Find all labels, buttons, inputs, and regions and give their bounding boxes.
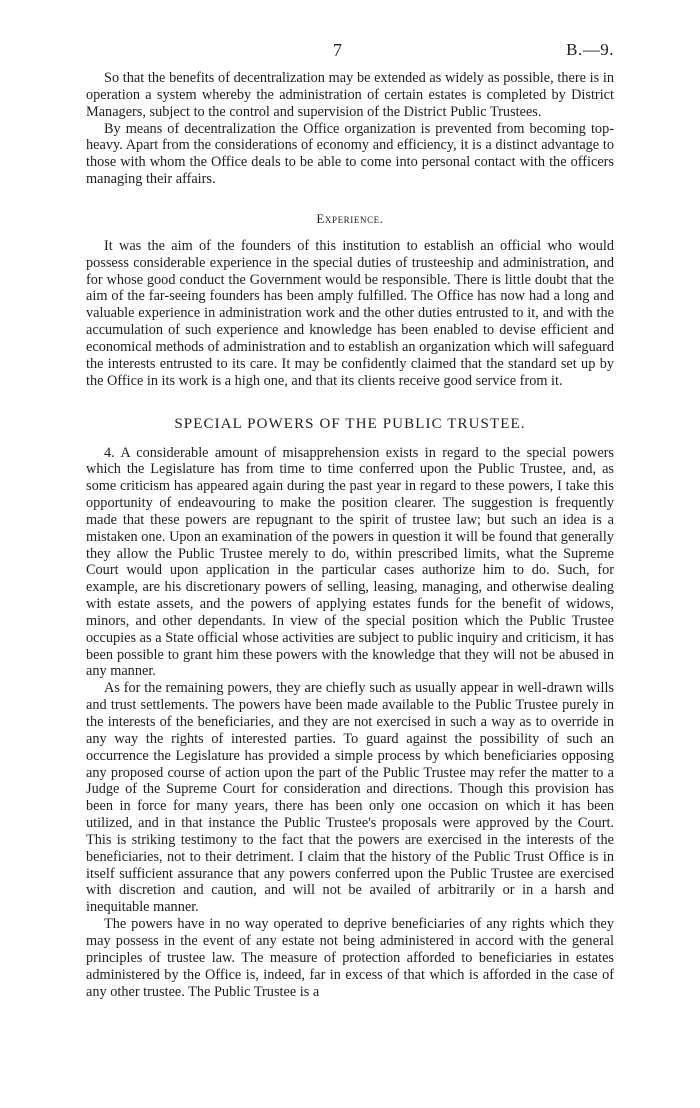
section-heading-special-powers: SPECIAL POWERS OF THE PUBLIC TRUSTEE. — [174, 415, 526, 432]
page-number: 7 — [333, 40, 343, 60]
paragraph-beneficiary-rights: The powers have in no way operated to deprive beneficiaries of any rights which they may possess in the event of any estate not being administered in accord with the general principles of trustee law. The measure of protection afforded to beneficiaries in estates administered by the Office is, indeed, far in excess of that which is afforded in the case of any other trustee. The Public Trustee is a — [86, 916, 614, 1000]
document-reference: B.—9. — [566, 40, 614, 59]
paragraph-special-powers-misapprehension: 4. A considerable amount of misapprehension exists in regard to the special powers which the Legislature has from time to time conferred upon the Public Trustee, and, as some criticism has appeared again during the past year in regard to these powers, I take this opportunity of endeavouring to make the position clearer. The suggestion is frequently made that these powers are repugnant to the spirit of trustee law; but such an idea is a mistaken one. Upon an examination of the powers in question it will be found that generally they allow the Public Trustee merely to do, within prescribed limits, what the Supreme Court would upon application in the particular cases authorize him to do. Such, for example, are his discretionary powers of selling, leasing, managing, and otherwise dealing with estate assets, and the powers of applying estates funds for the benefit of widows, minors, and other dependants. In view of the special position which the Public Trustee occupies as a State official whose activities are subject to public inquiry and criticism, it has been possible to grant him these powers with the knowledge that they will not be abused in any manner. — [86, 444, 614, 680]
paragraph-experience: It was the aim of the founders of this institution to establish an official who would possess considerable experience in the special duties of trusteeship and administration, and for whose good conduct the Government would be responsible. There is little doubt that the aim of the far-seeing founders has been amply fulfilled. The Office has now had a long and valuable experience in administration work and the other duties entrusted to it, and with the accumulation of such experience and knowledge has been enabled to devise efficient and economical methods of administration and to establish an organization which will safeguard the interests entrusted to its care. It may be confidently claimed that the standard set up by the Office in its work is a high one, and that its clients receive good service from it. — [86, 237, 614, 389]
page-header — [0, 40, 700, 64]
paragraph-decentralization-benefits: By means of decentralization the Office organization is prevented from becoming top-heavy. Apart from the considerations of economy and efficiency, it is a distinct advantage to those with whom the Office deals to be able to come into personal contact with the officers managing their affairs. — [86, 120, 614, 188]
paragraph-decentralization-districts: So that the benefits of decentralization may be extended as widely as possible, there is in operation a system whereby the administration of certain estates is completed by District Managers, subject to the control and supervision of the District Public Trustees. — [86, 70, 614, 120]
document-body — [86, 70, 614, 1000]
paragraph-remaining-powers: As for the remaining powers, they are chiefly such as usually appear in well-drawn wills and trust settlements. The powers have been made available to the Public Trustee purely in the interests of the beneficiaries, and they are not exercised in such a way as to override in any way the rights of interested parties. To guard against the possibility of such an occurrence the Legislature has provided a simple process by which beneficiaries opposing any proposed course of action upon the part of the Public Trustee may refer the matter to a Judge of the Supreme Court for consideration and directions. Though this provision has been in force for many years, there has been only one occasion on which it has been utilized, and in that instance the Public Trustee's proposals were approved by the Court. This is striking testimony to the fact that the powers are exercised in the interests of the beneficiaries, not to their detriment. I claim that the history of the Public Trust Office is in itself sufficient assurance that any powers conferred upon the Public Trustee are exercised with discretion and caution, and will not be availed of arbitrarily or in a harsh and inequitable manner. — [86, 680, 614, 916]
section-heading-experience: Experience. — [316, 210, 384, 226]
